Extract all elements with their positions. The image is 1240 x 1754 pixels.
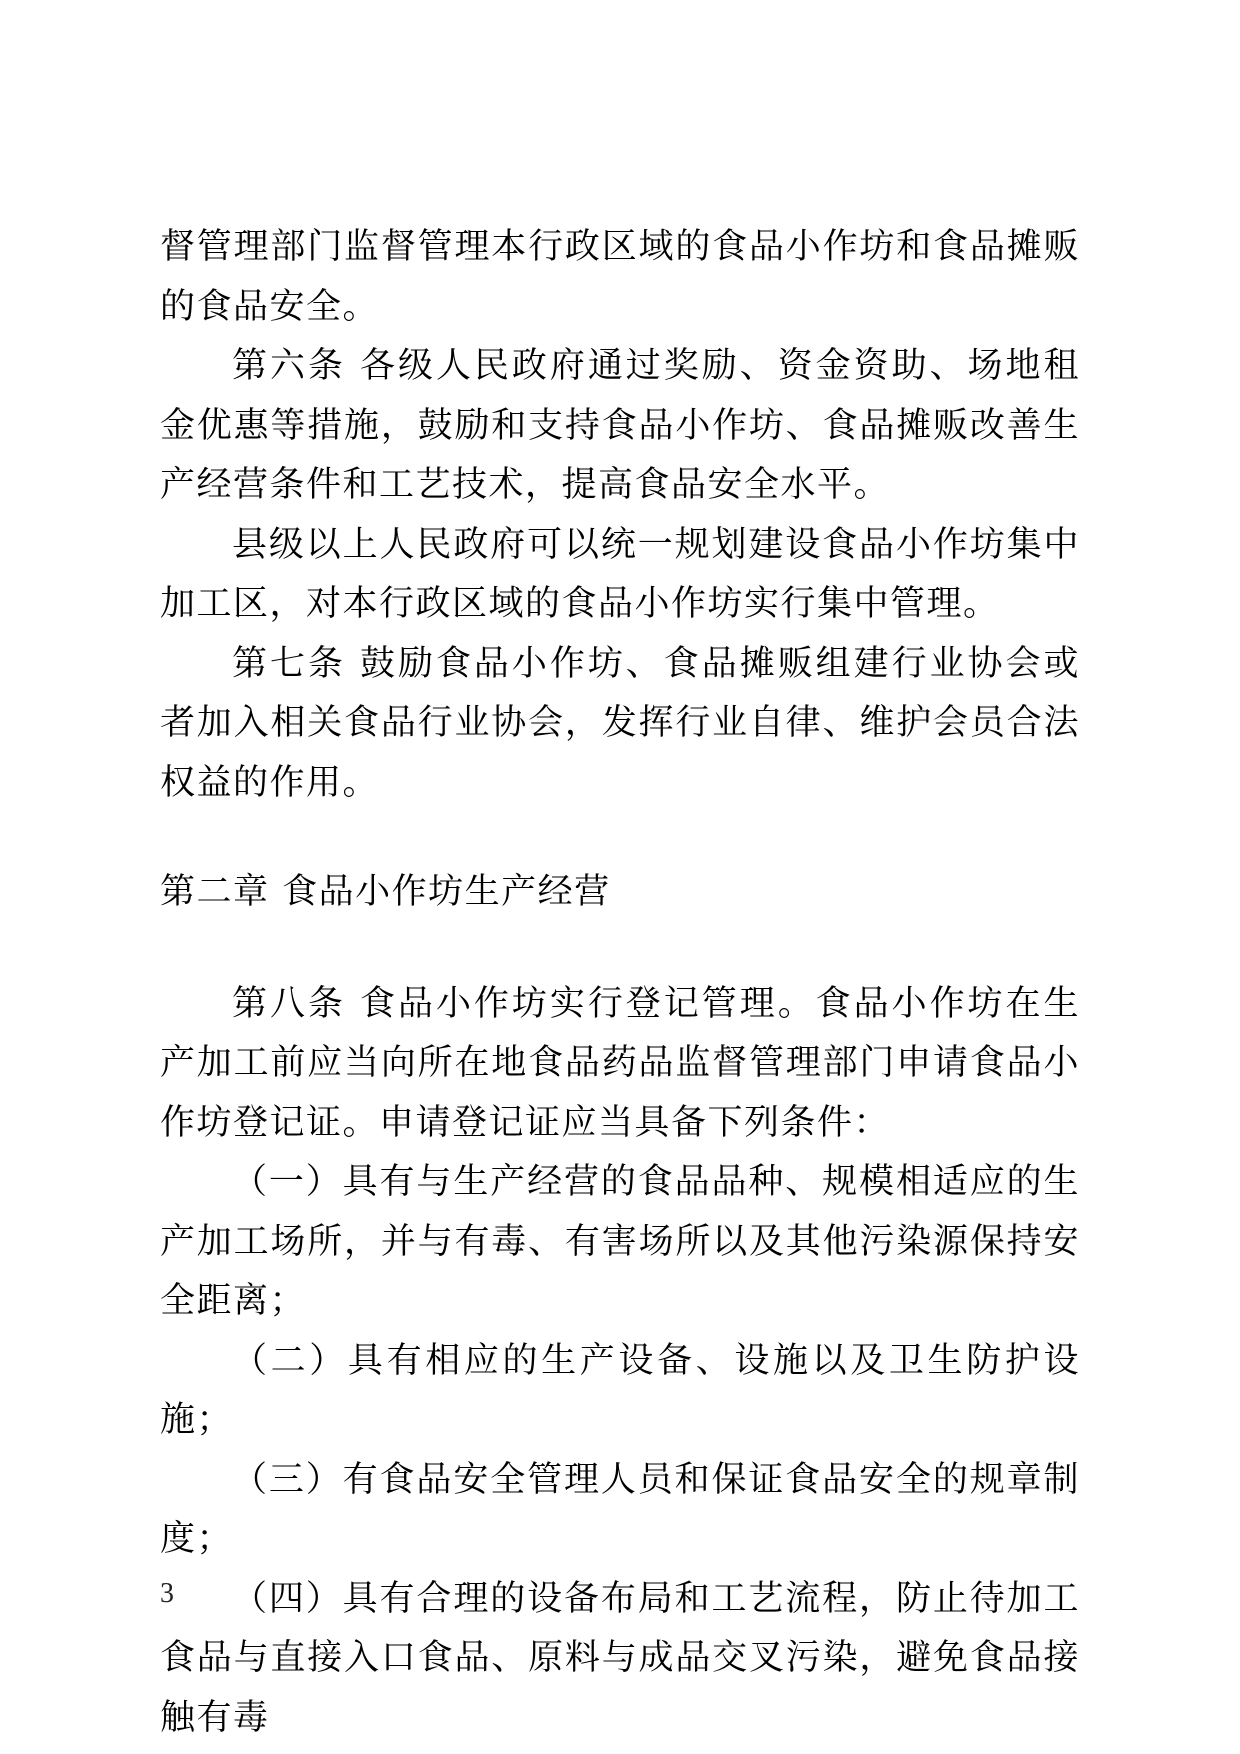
article-6: 第六条 各级人民政府通过奖励、资金资助、场地租金优惠等措施，鼓励和支持食品小作坊、食品摊贩改善生产经营条件和工艺技术，提高食品安全水平。 bbox=[160, 346, 1080, 505]
paragraph-continuation: 督管理部门监督管理本行政区域的食品小作坊和食品摊贩的食品安全。 bbox=[160, 227, 1080, 327]
chapter-heading: 第二章 食品小作坊生产经营 bbox=[160, 872, 611, 912]
article-7: 第七条 鼓励食品小作坊、食品摊贩组建行业协会或者加入相关食品行业协会，发挥行业自律、维护会员合法权益的作用。 bbox=[160, 643, 1080, 803]
condition-item-1: （一）具有与生产经营的食品品种、规模相适应的生产加工场所，并与有毒、有害场所以及其他污染源保持安全距离； bbox=[160, 1162, 1080, 1321]
page-number: 3 bbox=[160, 1578, 174, 1609]
condition-item-4: （四）具有合理的设备布局和工艺流程，防止待加工食品与直接入口食品、原料与成品交叉污染，避免食品接触有毒 bbox=[160, 1578, 1080, 1738]
article-8: 第八条 食品小作坊实行登记管理。食品小作坊在生产加工前应当向所在地食品药品监督管理部门申请食品小作坊登记证。申请登记证应当具备下列条件： bbox=[160, 983, 1080, 1143]
condition-item-2: （二）具有相应的生产设备、设施以及卫生防护设施； bbox=[160, 1340, 1080, 1440]
condition-item-3: （三）有食品安全管理人员和保证食品安全的规章制度； bbox=[160, 1459, 1080, 1559]
article-6-paragraph-2: 县级以上人民政府可以统一规划建设食品小作坊集中加工区，对本行政区域的食品小作坊实行集中管理。 bbox=[160, 524, 1080, 624]
document-body bbox=[160, 218, 1080, 1748]
